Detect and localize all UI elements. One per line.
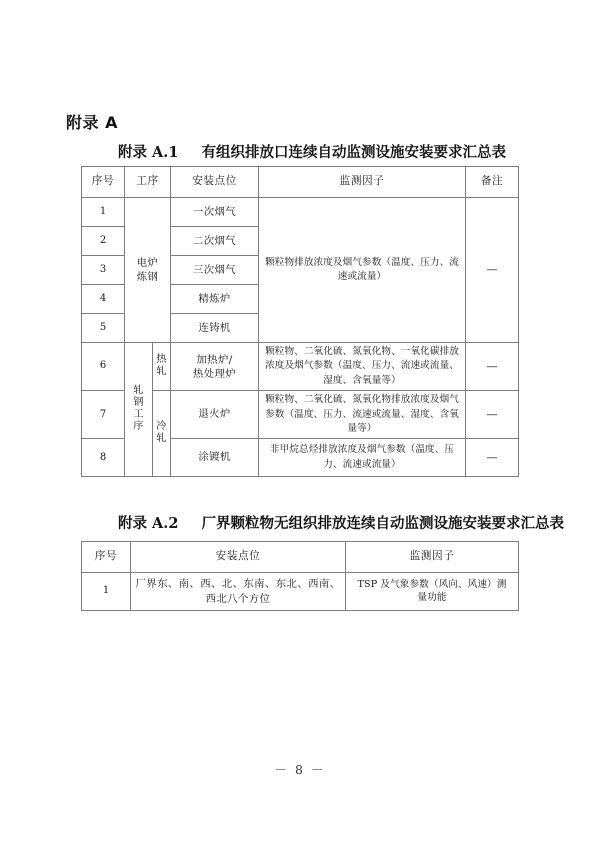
point-line2: 西北八个方位 bbox=[205, 592, 271, 605]
table-row bbox=[82, 573, 519, 611]
process-rolling-char3: 工 bbox=[133, 409, 144, 421]
cell-point: 精炼炉 bbox=[171, 285, 259, 314]
process-eaf-line1: 电炉 bbox=[136, 256, 159, 269]
cell-index: 4 bbox=[82, 285, 125, 314]
table-a1-header-process: 工序 bbox=[125, 167, 171, 198]
cell-index: 7 bbox=[82, 391, 125, 439]
cell-subprocess-hot bbox=[153, 343, 171, 391]
process-rolling-char1: 轧 bbox=[133, 385, 144, 397]
cell-index: 8 bbox=[82, 439, 125, 477]
cell-index: 3 bbox=[82, 256, 125, 285]
cell-process-eaf bbox=[125, 198, 171, 343]
subprocess-hot-char1: 热 bbox=[156, 354, 167, 366]
process-rolling-char4: 序 bbox=[133, 421, 144, 433]
table-row bbox=[82, 198, 519, 227]
table-a1-header-factor: 监测因子 bbox=[259, 167, 466, 198]
table-a1-header-row bbox=[82, 167, 519, 198]
cell-point: 一次烟气 bbox=[171, 198, 259, 227]
cell-index: 2 bbox=[82, 227, 125, 256]
page-number: － 8 － bbox=[274, 762, 326, 777]
cell-subprocess-cold bbox=[153, 391, 171, 477]
table-a2-title-label: 附录 A.2 bbox=[118, 515, 179, 532]
cell-process-rolling bbox=[125, 343, 153, 477]
table-a1-header-remark: 备注 bbox=[466, 167, 519, 198]
subprocess-hot-char2: 轧 bbox=[156, 366, 167, 378]
table-a1-title-label: 附录 A.1 bbox=[118, 144, 179, 161]
process-eaf-line2: 炼钢 bbox=[136, 271, 159, 283]
table-a2-title-text: 厂界颗粒物无组织排放连续自动监测设施安装要求汇总表 bbox=[201, 516, 565, 532]
table-a2 bbox=[81, 541, 519, 611]
process-rolling-char2: 钢 bbox=[133, 397, 144, 409]
cell-factor: 非甲烷总烃排放浓度及烟气参数（温度、压力、流速或流量） bbox=[259, 439, 466, 477]
cell-factor: 颗粒物、二氧化硫、氮氧化物、一氧化碳排放浓度及烟气参数（温度、压力、流速或流量、湿度、含氧量等） bbox=[259, 343, 466, 391]
cell-index: 1 bbox=[82, 198, 125, 227]
table-a2-header-row bbox=[82, 542, 519, 573]
cell-remark-eaf: — bbox=[466, 198, 519, 343]
table-a2-header-index: 序号 bbox=[82, 542, 131, 573]
factor-line1: TSP 及气象参数（风向、风速）测 bbox=[357, 578, 507, 590]
cell-factor bbox=[346, 573, 519, 611]
subprocess-cold-char1: 冷 bbox=[156, 421, 167, 433]
subprocess-cold-text bbox=[156, 421, 167, 445]
point-text bbox=[134, 577, 342, 605]
point-line1: 加热炉/ bbox=[196, 353, 233, 366]
cell-remark: — bbox=[466, 439, 519, 477]
cell-point bbox=[131, 573, 346, 611]
cell-point: 三次烟气 bbox=[171, 256, 259, 285]
point-line1: 厂界东、南、西、北、东南、东北、西南、 bbox=[135, 578, 341, 591]
cell-remark: — bbox=[466, 391, 519, 439]
point-line2: 热处理炉 bbox=[192, 367, 237, 380]
appendix-heading: 附录 A bbox=[66, 113, 118, 132]
table-a1-title bbox=[118, 141, 506, 162]
subprocess-cold-char2: 轧 bbox=[156, 433, 167, 445]
cell-point: 退火炉 bbox=[171, 391, 259, 439]
table-a1-header-index: 序号 bbox=[82, 167, 125, 198]
process-eaf-text bbox=[128, 256, 167, 284]
table-a2-header-factor: 监测因子 bbox=[346, 542, 519, 573]
cell-point: 涂镀机 bbox=[171, 439, 259, 477]
point-text bbox=[174, 353, 255, 381]
cell-remark: — bbox=[466, 343, 519, 391]
cell-index: 6 bbox=[82, 343, 125, 391]
cell-index: 5 bbox=[82, 314, 125, 343]
cell-factor-eaf: 颗粒物排放浓度及烟气参数（温度、压力、流速或流量） bbox=[259, 198, 466, 343]
process-rolling-text bbox=[133, 385, 144, 433]
table-a2-title bbox=[118, 512, 564, 533]
table-a1 bbox=[81, 166, 519, 477]
table-row bbox=[82, 343, 519, 391]
factor-text bbox=[352, 579, 512, 605]
cell-index: 1 bbox=[82, 573, 131, 611]
table-a2-header-point: 安装点位 bbox=[131, 542, 346, 573]
factor-line2: 量功能 bbox=[417, 591, 447, 603]
table-a1-header-point: 安装点位 bbox=[171, 167, 259, 198]
cell-point bbox=[171, 343, 259, 391]
cell-point: 连铸机 bbox=[171, 314, 259, 343]
cell-point: 二次烟气 bbox=[171, 227, 259, 256]
subprocess-hot-text bbox=[156, 354, 167, 378]
table-a1-title-text: 有组织排放口连续自动监测设施安装要求汇总表 bbox=[201, 145, 507, 161]
cell-factor: 颗粒物、二氧化硫、氮氧化物排放浓度及烟气参数（温度、压力、流速或流量、湿度、含氧量等） bbox=[259, 391, 466, 439]
